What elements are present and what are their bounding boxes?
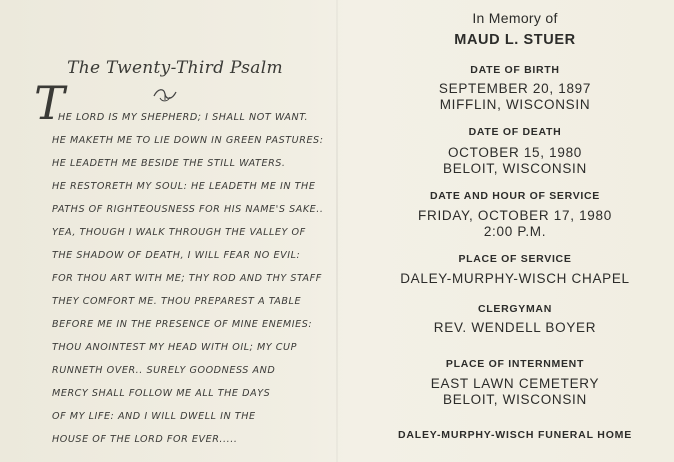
psalm-line: HE LEADETH ME BESIDE THE STILL WATERS. xyxy=(52,158,286,169)
psalm-dropcap: T xyxy=(34,76,65,130)
psalm-line: HE RESTORETH MY SOUL: HE LEADETH ME IN THE xyxy=(52,181,316,192)
psalm-line: OF MY LIFE: AND I WILL DWELL IN THE xyxy=(52,411,256,422)
place-of-service-heading: PLACE OF SERVICE xyxy=(458,253,572,265)
place-of-service: DALEY-MURPHY-WISCH CHAPEL xyxy=(400,271,630,286)
psalm-line: MERCY SHALL FOLLOW ME ALL THE DAYS xyxy=(52,388,271,399)
birth-date: SEPTEMBER 20, 1897 xyxy=(438,81,592,96)
psalm-title: The Twenty-Third Psalm xyxy=(67,58,283,78)
death-date: OCTOBER 15, 1980 xyxy=(447,145,582,160)
birth-heading: DATE OF BIRTH xyxy=(470,64,560,76)
psalm-line: YEA, THOUGH I WALK THROUGH THE VALLEY OF xyxy=(52,227,306,238)
death-place: BELOIT, WISCONSIN xyxy=(443,161,587,176)
psalm-line: THOU ANOINTEST MY HEAD WITH OIL; MY CUP xyxy=(52,342,297,353)
psalm-line: HE MAKETH ME TO LIE DOWN IN GREEN PASTURES: xyxy=(52,135,324,146)
psalm-line: BEFORE ME IN THE PRESENCE OF MINE ENEMIES: xyxy=(52,319,313,330)
psalm-line: THE SHADOW OF DEATH, I WILL FEAR NO EVIL: xyxy=(52,250,301,261)
in-memory-of: In Memory of xyxy=(472,10,558,26)
psalm-text xyxy=(52,109,322,454)
psalm-line: HE LORD IS MY SHEPHERD; I SHALL NOT WANT. xyxy=(58,112,309,123)
service-time: 2:00 P.M. xyxy=(483,224,547,239)
deceased-name: MAUD L. STUER xyxy=(454,32,576,48)
death-heading: DATE OF DEATH xyxy=(468,126,562,138)
internment-heading: PLACE OF INTERNMENT xyxy=(445,358,585,370)
psalm-line: HOUSE OF THE LORD FOR EVER..... xyxy=(52,434,238,445)
flourish-ornament-icon xyxy=(150,84,180,104)
service-date: FRIDAY, OCTOBER 17, 1980 xyxy=(418,208,612,223)
psalm-line: FOR THOU ART WITH ME; THY ROD AND THY STAFF xyxy=(52,273,322,284)
psalm-line: THEY COMFORT ME. THOU PREPAREST A TABLE xyxy=(52,296,302,307)
card-fold xyxy=(336,0,338,462)
birth-place: MIFFLIN, WISCONSIN xyxy=(439,97,591,112)
clergyman: REV. WENDELL BOYER xyxy=(433,320,597,335)
service-heading: DATE AND HOUR OF SERVICE xyxy=(429,190,601,202)
internment-place: BELOIT, WISCONSIN xyxy=(443,392,587,407)
psalm-line: PATHS OF RIGHTEOUSNESS FOR HIS NAME'S SAKE.. xyxy=(52,204,324,215)
funeral-home: DALEY-MURPHY-WISCH FUNERAL HOME xyxy=(397,429,633,441)
clergyman-heading: CLERGYMAN xyxy=(478,303,552,315)
internment-cemetery: EAST LAWN CEMETERY xyxy=(430,376,600,391)
psalm-line: RUNNETH OVER.. SURELY GOODNESS AND xyxy=(52,365,276,376)
